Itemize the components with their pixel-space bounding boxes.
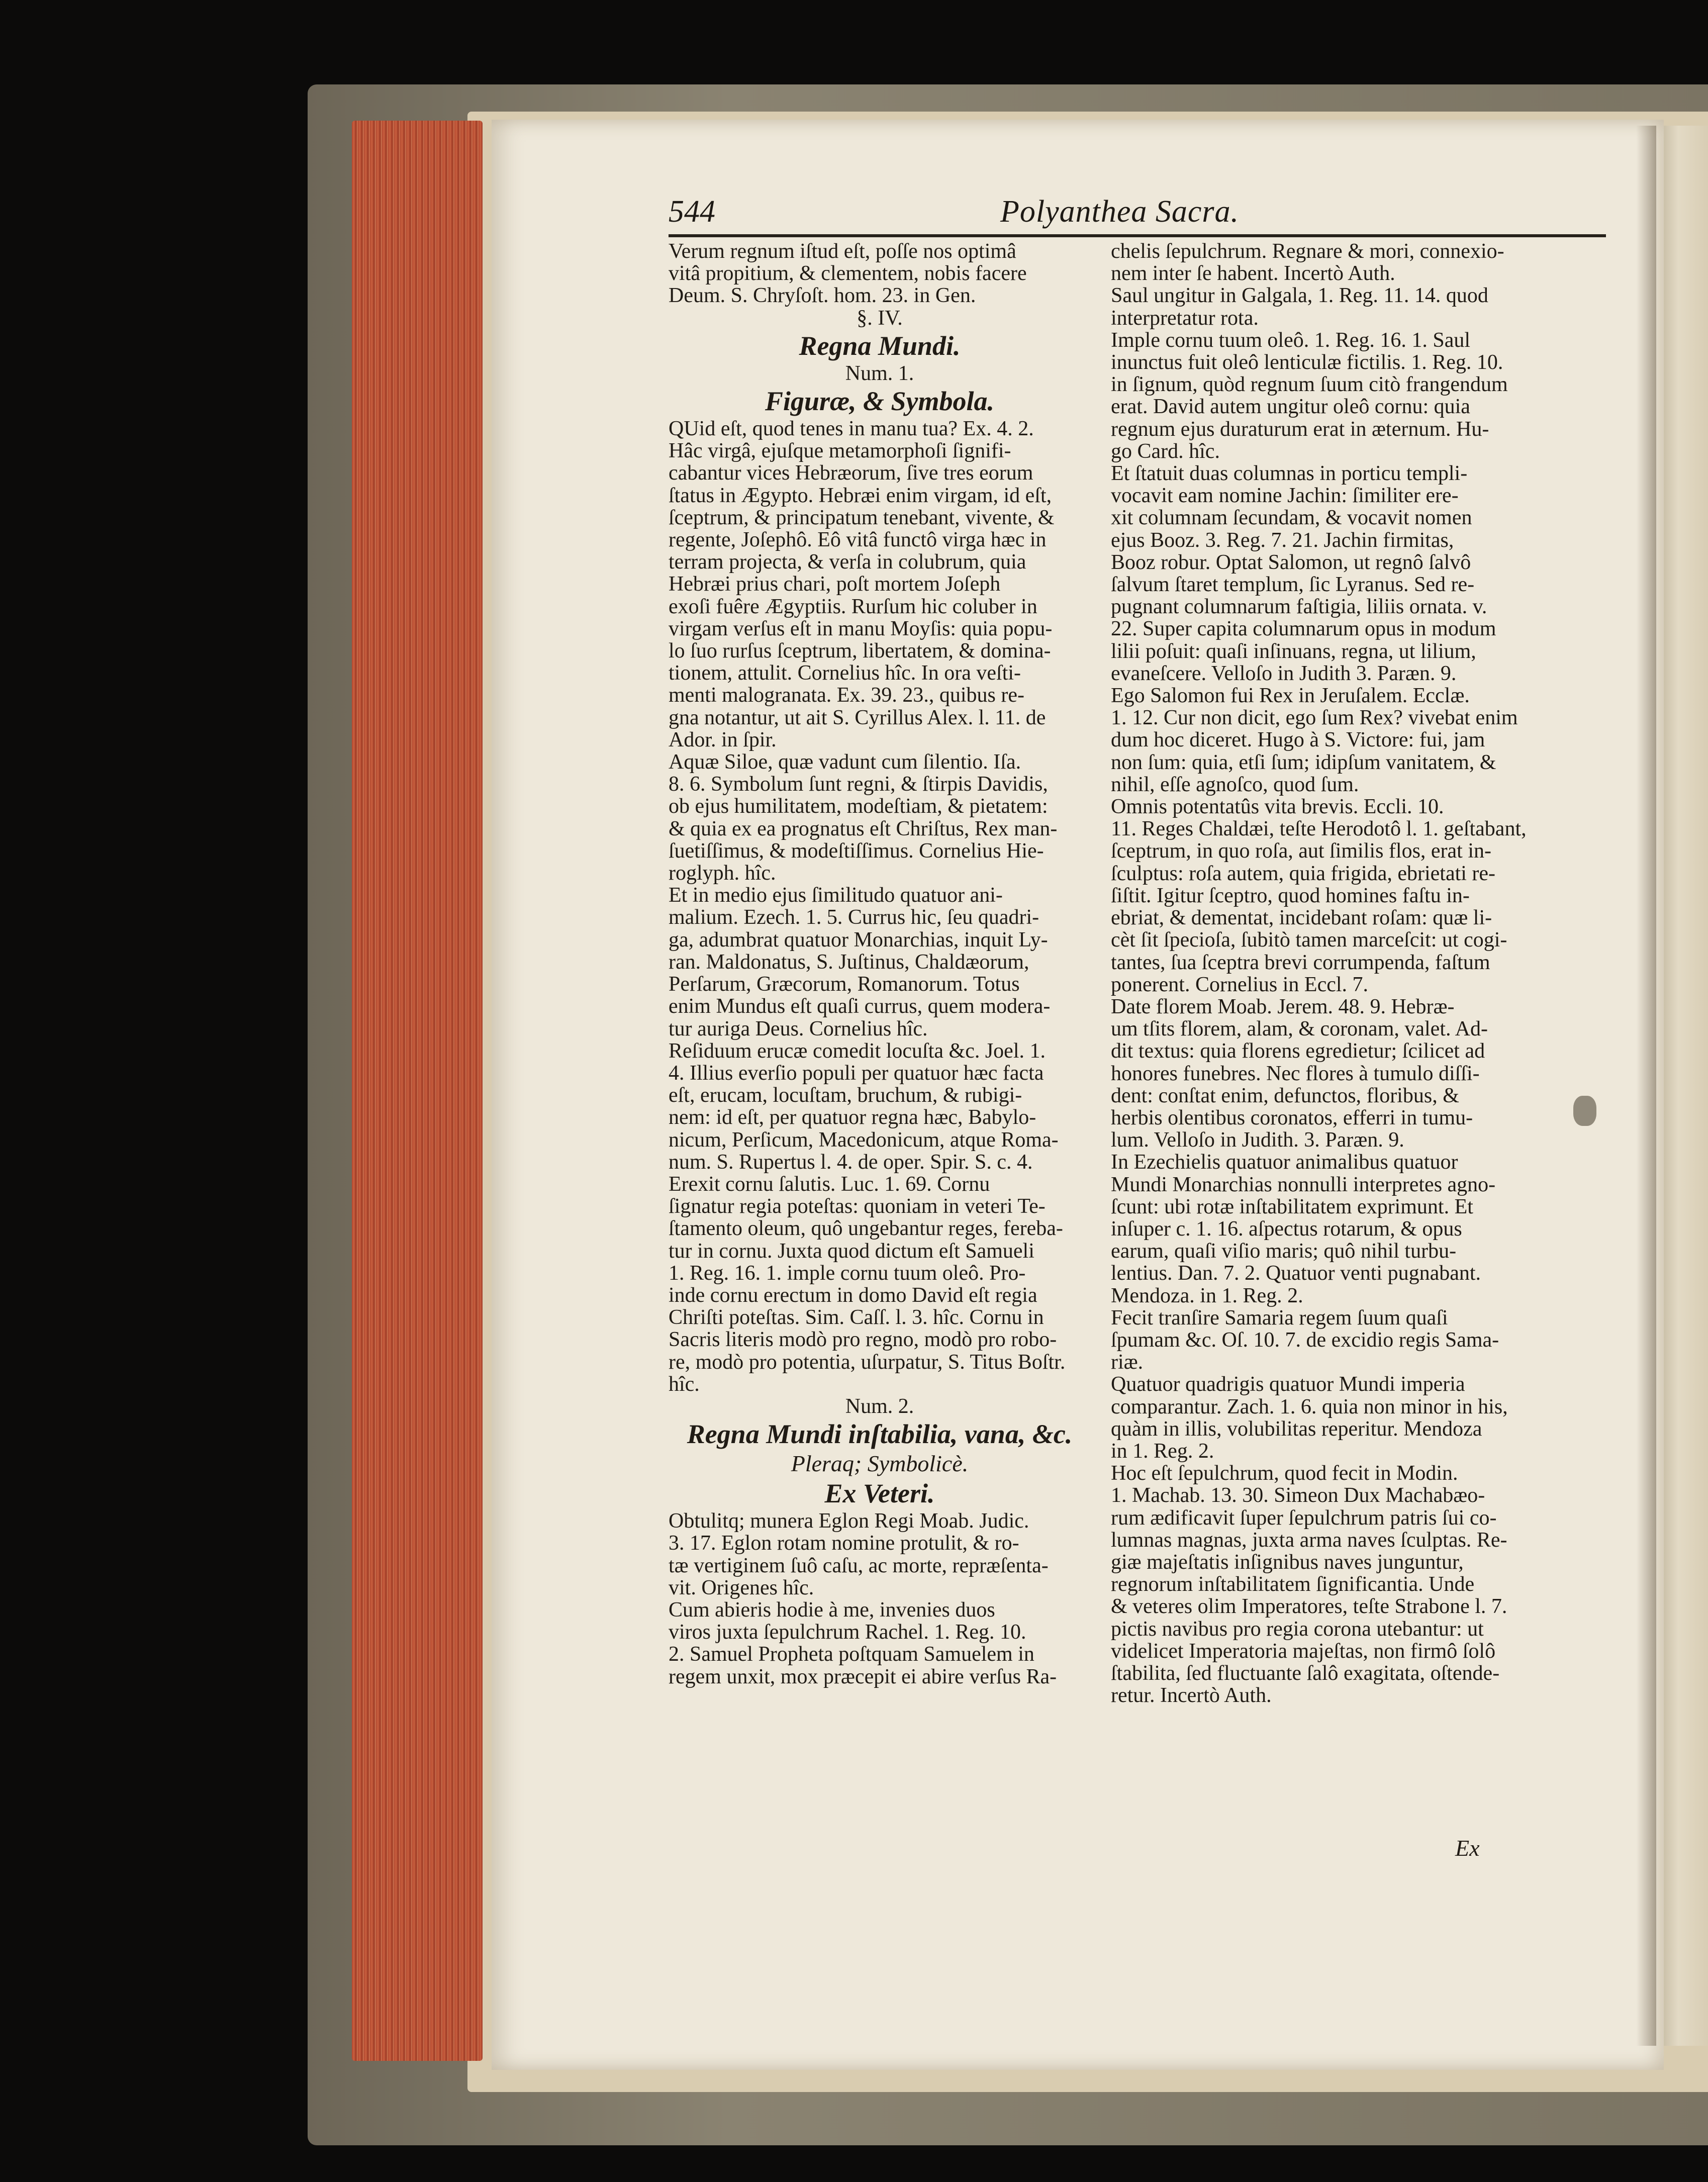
left-column-line: Cum abieris hodie à me, invenies duos (669, 1598, 995, 1622)
running-title: Polyanthea Sacra. (1000, 195, 1240, 229)
left-column-line: ran. Maldonatus, S. Juſtinus, Chaldæorum, (669, 951, 1029, 974)
right-column-line: cèt ſit ſpecioſa, ſubitò tamen marceſcit: ut cogi- (1111, 929, 1507, 952)
right-column-line: earum, quaſi viſio maris; quô nihil turbu- (1111, 1240, 1457, 1263)
left-column-line: lo ſuo rurſus ſceptrum, libertatem, & domina- (669, 640, 1051, 662)
right-column-line: Saul ungitur in Galgala, 1. Reg. 11. 14. quod (1111, 284, 1488, 307)
right-column-line: honores funebres. Nec flores à tumulo diſſi- (1111, 1062, 1480, 1085)
right-column-line: herbis olentibus coronatos, efferri in tumu- (1111, 1106, 1473, 1129)
left-column-line: enim Mundus eſt quaſi currus, quem modera- (669, 995, 1051, 1018)
left-column-line: Figuræ, & Symbola. (765, 386, 995, 417)
left-column-line: Chriſti poteſtas. Sim. Caſſ. l. 3. hîc. Cornu in (669, 1306, 1044, 1329)
left-column-line: ga, adumbrat quatuor Monarchias, inquit Ly- (669, 928, 1048, 951)
right-column-line: 11. Reges Chaldæi, teſte Herodotô l. 1. geſtabant, (1111, 818, 1527, 840)
right-column-line: xit columnam ſecundam, & vocavit nomen (1111, 507, 1472, 529)
right-column-line: ejus Booz. 3. Reg. 7. 21. Jachin firmitas, (1111, 529, 1454, 551)
right-column-line: interpretatur rota. (1111, 307, 1259, 329)
right-column-line: & veteres olim Imperatores, teſte Strabone l. 7. (1111, 1595, 1507, 1618)
left-column-line: Reſiduum erucæ comedit locuſta &c. Joel. 1. (669, 1039, 1046, 1062)
right-column-line: nem inter ſe habent. Incertò Auth. (1111, 262, 1395, 285)
right-column-line: Mendoza. in 1. Reg. 2. (1111, 1284, 1303, 1307)
left-column-line: 4. Illius everſio populi per quatuor hæc facta (669, 1062, 1044, 1085)
left-column-line: regem unxit, mox præcepit ei abire verſus Ra- (669, 1665, 1057, 1688)
right-column-line: vocavit eam nomine Jachin: ſimiliter ere- (1111, 485, 1459, 507)
right-column-line: 22. Super capita columnarum opus in modum (1111, 618, 1496, 640)
right-column-line: lumnas magnas, juxta arma naves ſculptas. Re- (1111, 1529, 1507, 1551)
right-column-line: nihil, eſſe agnoſco, quod ſum. (1111, 773, 1359, 796)
left-column-line: 8. 6. Symbolum ſunt regni, & ſtirpis Davidis, (669, 773, 1048, 796)
left-column-line: tæ vertiginem ſuô caſu, ac morte, repræſenta- (669, 1554, 1049, 1577)
left-column-line: Deum. S. Chryſoſt. hom. 23. in Gen. (669, 284, 976, 307)
running-head (669, 194, 1606, 234)
right-column-line: chelis ſepulchrum. Regnare & mori, connexio- (1111, 240, 1504, 263)
left-column-line: vitâ propitium, & clementem, nobis facere (669, 262, 1027, 285)
right-column-line: ſiſtit. Igitur ſceptro, quod homines faſtu in- (1111, 884, 1470, 907)
right-column-line: Imple cornu tuum oleô. 1. Reg. 16. 1. Saul (1111, 329, 1471, 352)
left-column-line: eſt, erucam, locuſtam, bruchum, & rubigi- (669, 1084, 1022, 1107)
left-column-line: Verum regnum iſtud eſt, poſſe nos optimâ (669, 240, 1016, 263)
right-column-line: in ſignum, quòd regnum ſuum citò frangendum (1111, 373, 1508, 396)
right-column-line: ponerent. Cornelius in Eccl. 7. (1111, 973, 1369, 996)
right-column-line: dum hoc diceret. Hugo à S. Victore: fui, jam (1111, 729, 1485, 751)
left-column-line: Sacris literis modò pro regno, modò pro robo- (669, 1329, 1057, 1351)
right-column-line: pictis navibus pro regia corona utebantur: ut (1111, 1618, 1484, 1640)
right-column-line: Hoc eſt ſepulchrum, quod fecit in Modin. (1111, 1462, 1458, 1485)
left-column-line: 2. Samuel Propheta poſtquam Samuelem in (669, 1643, 1034, 1666)
left-column-line: malium. Ezech. 1. 5. Currus hic, ſeu quadri- (669, 906, 1039, 929)
left-column-line: Regna Mundi inſtabilia, vana, &c. (687, 1419, 1073, 1450)
right-column-line: regnorum inſtabilitatem ſignificantia. Unde (1111, 1573, 1475, 1596)
left-column-line: virgam verſus eſt in manu Moyſis: quia popu- (669, 617, 1053, 640)
right-column-line: ebriat, & dementat, incidebant roſam: quæ li- (1111, 907, 1492, 929)
right-column-line: ſcunt: ubi rotæ inſtabilitatem exprimunt. Et (1111, 1195, 1473, 1218)
right-text-column (1111, 240, 1603, 1706)
left-column-line: nem: id eſt, per quatuor regna hæc, Babylo- (669, 1106, 1036, 1129)
left-column-line: hîc. (669, 1373, 700, 1395)
left-column-line: roglyph. hîc. (669, 862, 776, 885)
left-column-line: exoſi fuêre Ægyptiis. Rurſum hic coluber in (669, 595, 1037, 618)
left-column-line: nicum, Perſicum, Macedonicum, atque Roma- (669, 1128, 1059, 1151)
left-column-line: §. IV. (857, 307, 903, 329)
right-column-line: quàm in illis, volubilitas reperitur. Mendoza (1111, 1417, 1482, 1440)
left-column-line: gna notantur, ut ait S. Cyrillus Alex. l. 11. de (669, 706, 1046, 729)
left-column-line: regente, Joſephô. Eô vitâ functô virga hæc in (669, 529, 1047, 551)
left-column-line: Regna Mundi. (799, 330, 961, 361)
right-column-line: regnum ejus duraturum erat in æternum. Hu- (1111, 418, 1489, 440)
right-column-line: ſculptus: roſa autem, quia frigida, ebrietati re- (1111, 862, 1496, 885)
left-column-line: Hebræi prius chari, poſt mortem Joſeph (669, 573, 1001, 596)
left-column-line: Num. 2. (845, 1395, 914, 1418)
right-column-line: erat. David autem ungitur oleô cornu: quia (1111, 396, 1470, 418)
left-column-line: terram projecta, & verſa in colubrum, quia (669, 551, 1026, 574)
left-column-line: tur in cornu. Juxta quod dictum eſt Samueli (669, 1240, 1034, 1262)
spine-gutter (1636, 126, 1656, 2046)
left-column-line: tur auriga Deus. Cornelius hîc. (669, 1017, 928, 1040)
left-column-line: 1. Reg. 16. 1. imple cornu tuum oleô. Pro- (669, 1262, 1026, 1284)
left-column-line: Num. 1. (845, 362, 914, 385)
right-column-line: go Card. hîc. (1111, 440, 1220, 463)
right-column-line: inunctus fuit oleô lenticulæ fictilis. 1. Reg. 10. (1111, 351, 1503, 374)
right-column-line: um tſits florem, alam, & coronam, valet. Ad- (1111, 1018, 1488, 1040)
right-column-line: retur. Incertò Auth. (1111, 1684, 1272, 1707)
right-column-line: dit textus: quia florens egredietur; ſcilicet ad (1111, 1040, 1485, 1063)
right-column-line: Date florem Moab. Jerem. 48. 9. Hebræ- (1111, 995, 1455, 1018)
left-column-line: inde cornu erectum in domo David eſt regia (669, 1284, 1037, 1307)
right-column-line: In Ezechielis quatuor animalibus quatuor (1111, 1151, 1458, 1174)
catchword: Ex (1455, 1835, 1480, 1861)
right-column-line: Fecit tranſire Samaria regem ſuum quaſi (1111, 1306, 1448, 1329)
left-column-line: menti malogranata. Ex. 39. 23., quibus re- (669, 684, 1024, 707)
right-column-line: giæ majeſtatis inſignibus naves junguntur, (1111, 1551, 1464, 1574)
left-column-line: Aquæ Siloe, quæ vadunt cum ſilentio. Iſa. (669, 751, 1021, 774)
right-column-line: tantes, ſua ſceptra brevi corrumpenda, faſtum (1111, 951, 1490, 974)
left-column-line: Obtulitq; munera Eglon Regi Moab. Judic. (669, 1510, 1029, 1533)
right-column-line: non ſum: quia, etſi ſum; idipſum vanitatem, & (1111, 751, 1496, 774)
right-column-line: Omnis potentatûs vita brevis. Eccli. 10. (1111, 796, 1444, 818)
page-stain (1573, 1096, 1596, 1126)
right-column-line: evaneſcere. Velloſo in Judith 3. Paræn. 9. (1111, 662, 1457, 685)
right-column-line: in 1. Reg. 2. (1111, 1440, 1214, 1463)
right-column-line: Booz robur. Optat Salomon, ut regnô ſalvô (1111, 551, 1471, 574)
left-column-line: Erexit cornu ſalutis. Luc. 1. 69. Cornu (669, 1173, 990, 1196)
left-column-line: tionem, attulit. Cornelius hîc. In ora veſti- (669, 662, 1021, 685)
left-column-line: ſignatur regia poteſtas: quoniam in veteri Te- (669, 1195, 1046, 1218)
left-text-column (669, 240, 1091, 1688)
right-column-line: Mundi Monarchias nonnulli interpretes agno- (1111, 1173, 1496, 1196)
left-column-line: Hâc virgâ, ejuſque metamorphoſi ſignifi- (669, 440, 1011, 462)
left-column-line: vit. Origenes hîc. (669, 1576, 814, 1599)
right-column-line: ſceptrum, in quo roſa, aut ſimilis flos, erat in- (1111, 840, 1492, 863)
right-column-line: lilii poſuit: quaſi inſinuans, regna, ut lilium, (1111, 640, 1476, 662)
left-column-line: cabantur vices Hebræorum, ſive tres eorum (669, 462, 1033, 485)
right-column-line: ſpumam &c. Oſ. 10. 7. de excidio regis Sama- (1111, 1329, 1499, 1352)
left-column-line: viros juxta ſepulchrum Rachel. 1. Reg. 10. (669, 1621, 1026, 1644)
left-column-line: ob ejus humilitatem, modeſtiam, & pietatem: (669, 795, 1048, 818)
right-column-line: lum. Velloſo in Judith. 3. Paræn. 9. (1111, 1129, 1404, 1152)
header-rule (669, 234, 1606, 237)
right-column-line: Ego Salomon fui Rex in Jeruſalem. Ecclæ. (1111, 685, 1470, 707)
red-page-edges (352, 121, 483, 2061)
right-column-line: Quatuor quadrigis quatuor Mundi imperia (1111, 1373, 1465, 1396)
right-column-line: inſuper c. 1. 16. aſpectus rotarum, & opus (1111, 1217, 1462, 1241)
right-column-line: dent: conſtat enim, defunctos, floribus, & (1111, 1084, 1459, 1107)
left-column-line: Perſarum, Græcorum, Romanorum. Totus (669, 973, 1020, 996)
right-column-line: 1. 12. Cur non dicit, ego ſum Rex? vivebat enim (1111, 707, 1518, 729)
left-column-line: ſtamento oleum, quô ungebantur reges, fereba- (669, 1217, 1063, 1240)
left-column-line: ſuetiſſimus, & modeſtiſſimus. Cornelius Hie- (669, 839, 1044, 863)
page-number: 544 (669, 195, 715, 229)
left-column-line: ſceptrum, & principatum tenebant, vivente, & (669, 506, 1055, 529)
left-column-line: re, modò pro potentia, uſurpatur, S. Titus Boſtr. (669, 1351, 1066, 1373)
right-column-line: rum ædificavit ſuper ſepulchrum patris ſui co- (1111, 1506, 1497, 1529)
left-column-line: Ex Veteri. (824, 1478, 935, 1509)
left-column-line: QUid eſt, quod tenes in manu tua? Ex. 4. 2. (669, 418, 1034, 440)
right-column-line: pugnant columnarum faſtigia, liliis ornata. v. (1111, 596, 1487, 618)
right-column-line: riæ. (1111, 1351, 1144, 1374)
right-column-line: 1. Machab. 13. 30. Simeon Dux Machabæo- (1111, 1484, 1485, 1507)
right-column-line: comparantur. Zach. 1. 6. quia non minor in his, (1111, 1395, 1508, 1418)
left-column-line: Ador. in ſpir. (669, 728, 777, 751)
left-column-line: ſtatus in Ægypto. Hebræi enim virgam, id eſt, (669, 484, 1052, 507)
right-column-line: videlicet Imperatoria majeſtas, non firmô ſolô (1111, 1640, 1496, 1662)
left-column-line: num. S. Rupertus l. 4. de oper. Spir. S. c. 4. (669, 1151, 1033, 1173)
right-column-line: ſalvum ſtaret templum, ſic Lyranus. Sed re- (1111, 574, 1475, 596)
right-column-line: lentius. Dan. 7. 2. Quatuor venti pugnabant. (1111, 1262, 1481, 1285)
right-column-line: Et ſtatuit duas columnas in porticu templi- (1111, 462, 1468, 485)
left-column-line: Pleraq; Symbolicè. (791, 1451, 969, 1477)
left-column-line: 3. 17. Eglon rotam nomine protulit, & ro- (669, 1532, 1019, 1555)
left-column-line: & quia ex ea prognatus eſt Chriſtus, Rex man- (669, 817, 1058, 840)
left-column-line: Et in medio ejus ſimilitudo quatuor ani- (669, 884, 1003, 907)
right-column-line: ſtabilita, ſed fluctuante ſalô exagitata, oſtende- (1111, 1662, 1500, 1685)
